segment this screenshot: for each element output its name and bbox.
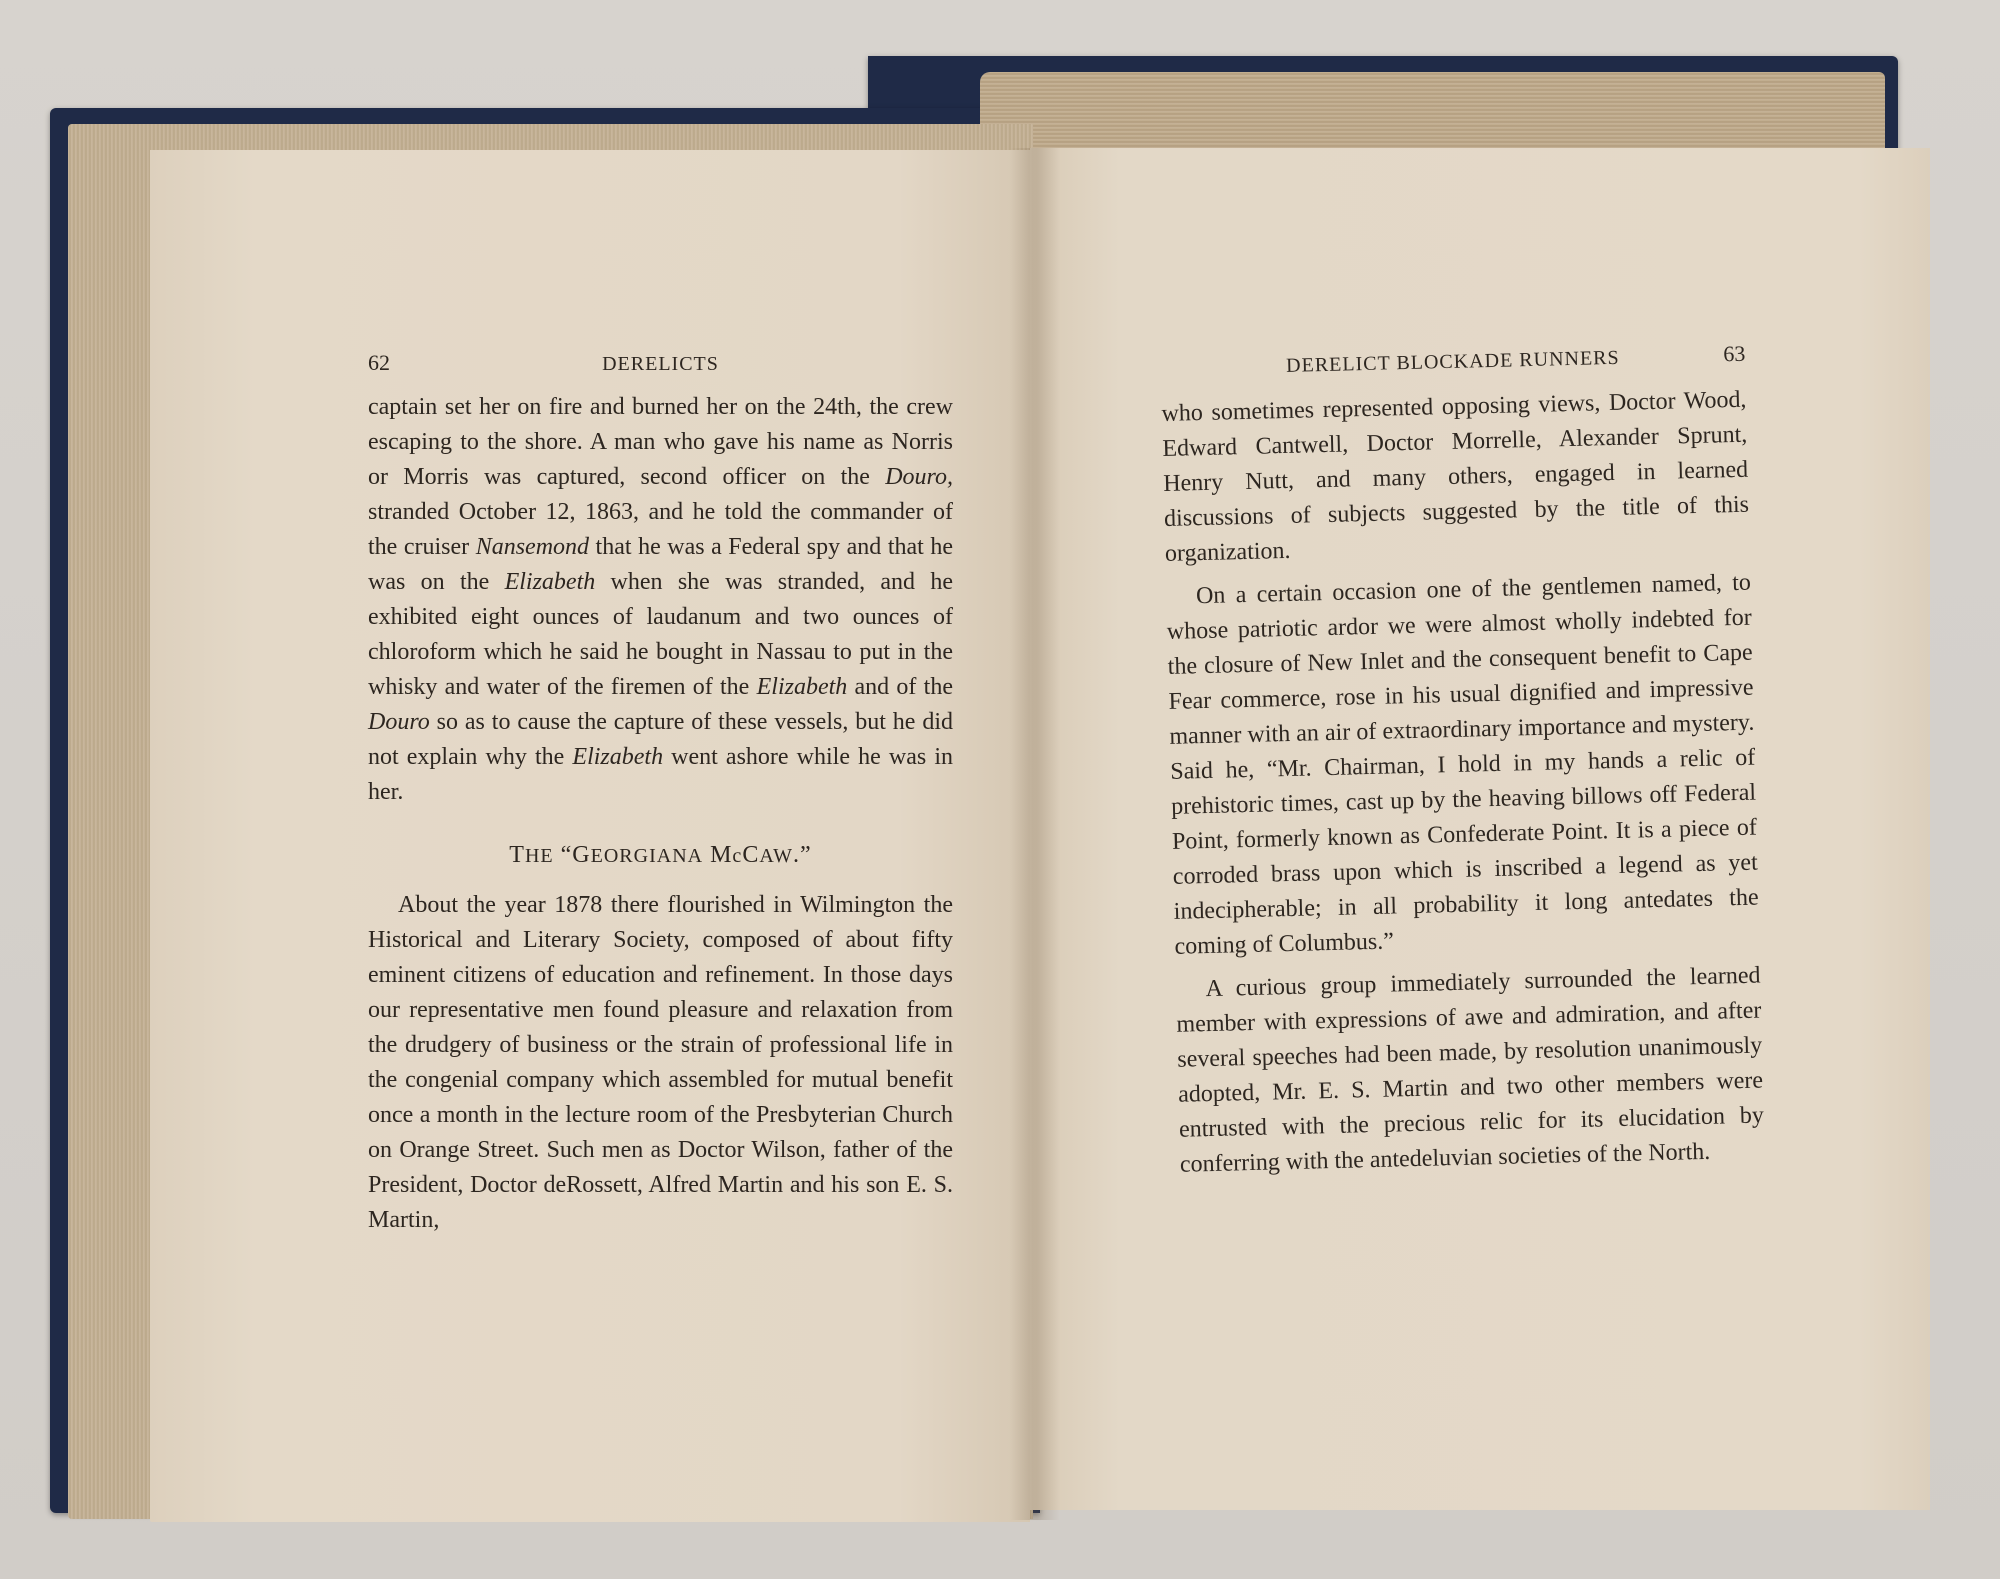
paragraph: who sometimes represented opposing views, Doctor Wood, Edward Cantwell, Doctor Morrelle, Alexander Sprunt, Henry Nutt, and many others, engaged in learned discussions of subjects suggested by the title of this organization. — [1161, 386, 1750, 567]
heading-part: “ — [553, 842, 573, 868]
text-run: and of the — [847, 674, 954, 700]
book-gutter — [1010, 148, 1060, 1520]
right-page-text — [1160, 336, 1765, 1183]
section-heading — [368, 838, 953, 874]
text-run: when she was stranded, and he exhibited eight ounces of laudanum and two ounces of chloroform which he said he bought in Nassau to put in the whisky and water of the firemen of the — [368, 569, 953, 700]
text-run: captain set her on fire and burned her on the 24th, the crew escaping to the shore. A man who gave his name as Norris or Morris was captured, second officer on the — [368, 394, 953, 490]
heading-part: c — [732, 845, 743, 867]
page-number: 62 — [368, 350, 390, 375]
ship-name: Elizabeth — [572, 744, 664, 770]
page-number: 63 — [1722, 340, 1746, 367]
ship-name: Douro — [368, 709, 430, 735]
heading-part: T — [509, 842, 525, 868]
paragraph: On a certain occasion one of the gentlemen named, to whose patriotic ardor we were almost wholly indebted for the closure of New Inlet and the consequent benefit to Cape Fear commerce, rose in his usual dignified and impressive manner with an air of extraordinary importance and mystery. Said he, “Mr. Chairman, I hold in my hands a relic of prehistoric times, cast up by the heaving billows off Federal Point, formerly known as Confederate Point. It is a piece of corroded brass upon which is inscribed a legend as yet indecipherable; in all probability it long antedates the coming of Columbus.” — [1166, 569, 1759, 960]
running-head-title: DERELICT BLOCKADE RUNNERS — [1285, 346, 1620, 377]
text-run: so as to cause the capture of these vessels, but he did not explain why the — [368, 709, 953, 770]
heading-part: HE — [524, 845, 554, 867]
heading-part: M — [703, 842, 733, 868]
ship-name: Nansemond — [475, 534, 590, 560]
ship-name: Elizabeth — [504, 569, 596, 595]
running-head-title: DERELICTS — [602, 353, 719, 375]
heading-part: G — [572, 842, 591, 868]
text-run: went ashore while he was in her. — [368, 744, 953, 805]
text-run: stranded October 12, 1863, and he told the commander of the cruiser — [368, 499, 953, 560]
paragraph: About the year 1878 there flourished in Wilmington the Historical and Literary Society, composed of about fifty eminent citizens of education and refinement. In those days our representative men found pleasure and relaxation from the drudgery of business or the strain of professional life in the congenial company which assembled for mutual benefit once a month in the lecture room of the Presbyterian Church on Orange Street. Such men as Doctor Wilson, father of the President, Doctor deRossett, Alfred Martin and his son E. S. Martin, — [368, 892, 953, 1233]
paragraph: A curious group immediately surrounded the learned member with expressions of awe and admiration, and after several speeches had been made, by resolution unanimously adopted, Mr. E. S. Martin and two other members were entrusted with the precious relic for its elucidation by conferring with the antedeluvian societies of the North. — [1176, 962, 1765, 1178]
text-run: that he was a Federal spy and that he was on the — [368, 534, 954, 595]
ship-name: Elizabeth — [756, 674, 848, 700]
ship-name: Douro, — [885, 464, 953, 490]
paragraph — [368, 390, 953, 810]
heading-part: EORGIANA — [590, 845, 704, 867]
left-running-head — [368, 345, 953, 382]
left-page-text — [368, 345, 953, 1238]
page-edges-top — [980, 72, 1885, 152]
heading-part: AW — [759, 845, 794, 867]
heading-part: .” — [793, 842, 812, 868]
heading-part: C — [742, 842, 760, 868]
